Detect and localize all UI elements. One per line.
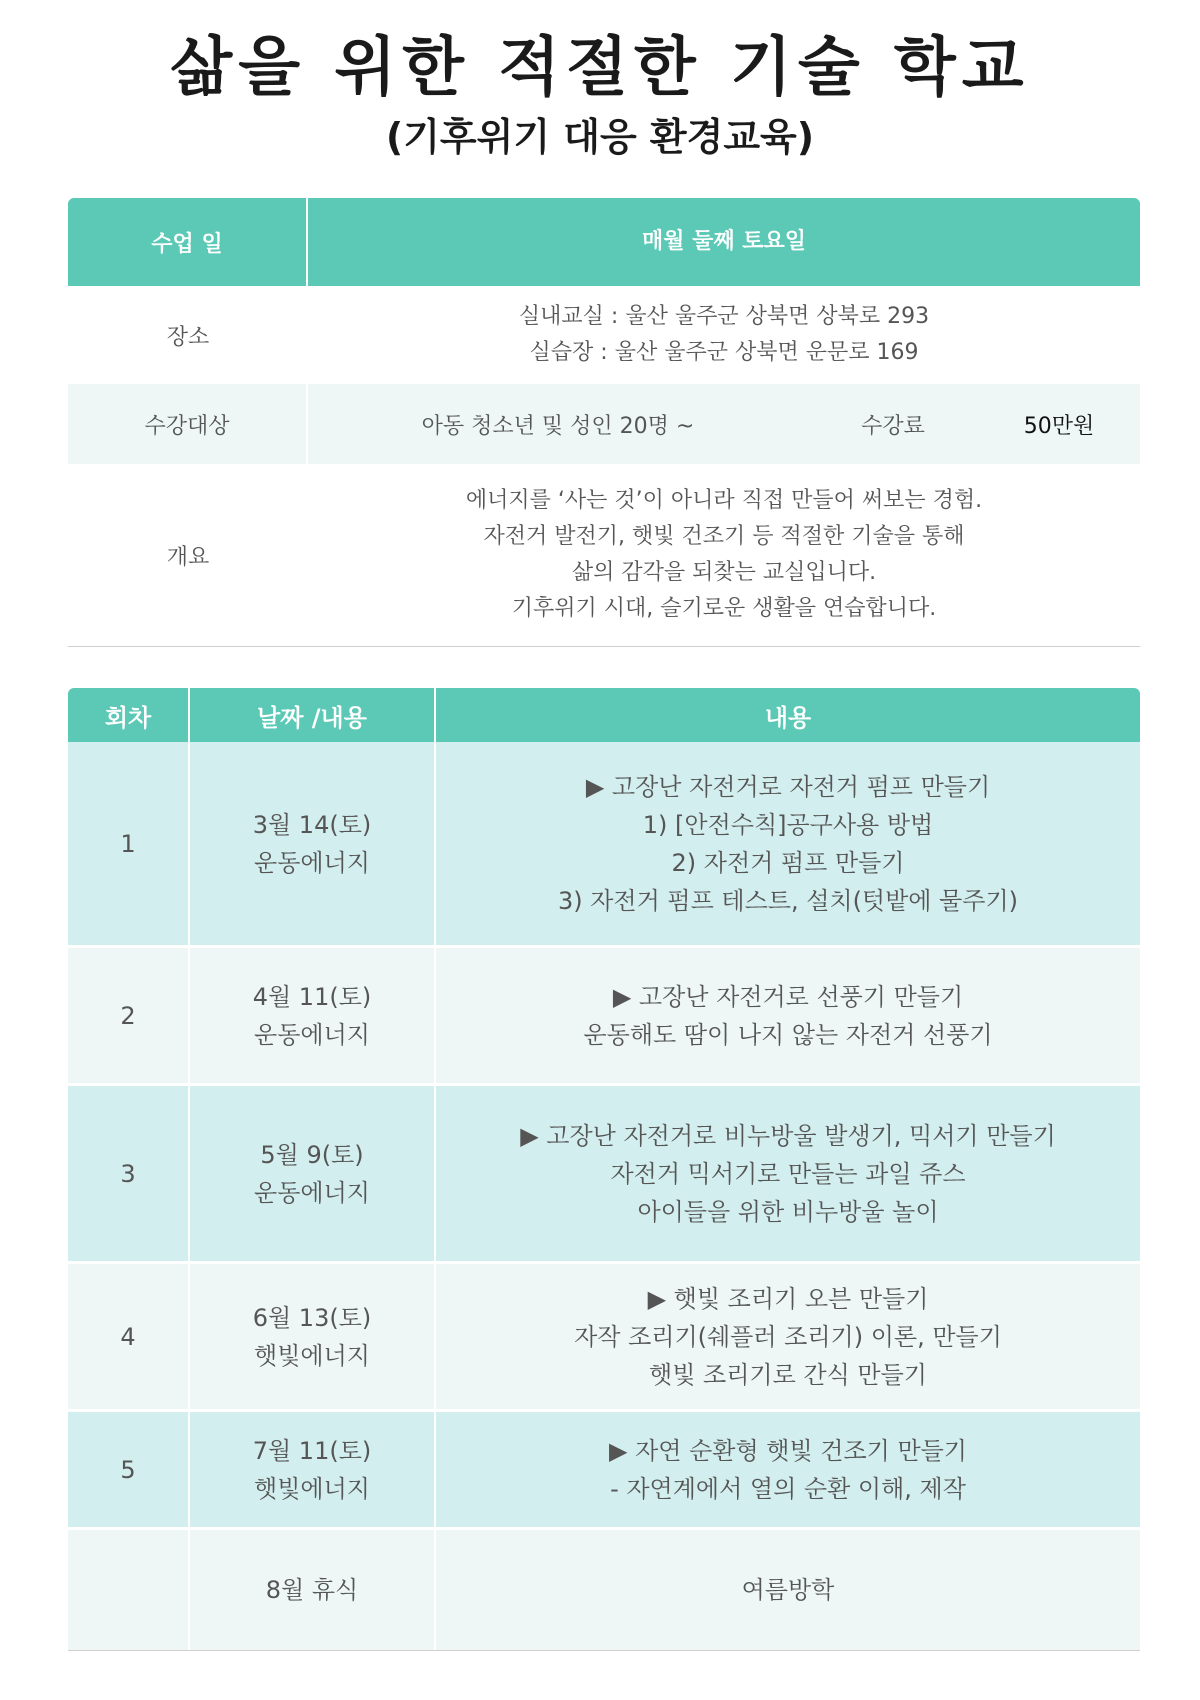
session-content: [436, 1530, 1140, 1650]
info-row-class-day: [68, 198, 1140, 286]
table-row: [68, 1083, 1140, 1261]
session-content: [436, 1412, 1140, 1527]
content-line: 아이들을 위한 비누방울 놀이: [637, 1197, 939, 1226]
target-label: 수강대상: [68, 384, 308, 464]
overview-label: 개요: [166, 544, 210, 570]
page-subtitle: (기후위기 대응 환경교육): [385, 115, 815, 159]
content-line: 3) 자전거 펌프 테스트, 설치(텃밭에 물주기): [557, 886, 1019, 915]
content-line: ▶ 자연 순환형 햇빛 건조기 만들기: [609, 1436, 967, 1465]
content-line: ▶ 고장난 자전거로 자전거 펌프 만들기: [585, 772, 991, 801]
session-content: [436, 948, 1140, 1083]
session-date: [190, 742, 436, 945]
content-line: 2) 자전거 펌프 만들기: [671, 848, 905, 877]
session-date: [190, 948, 436, 1083]
overview-line: 자전거 발전기, 햇빛 건조기 등 적절한 기술을 통해: [483, 524, 965, 549]
table-row: [68, 945, 1140, 1083]
session-number: 5: [68, 1412, 190, 1527]
date-text: 4월 11(토): [252, 982, 372, 1011]
session-date: [190, 1086, 436, 1261]
schedule-header-row: [68, 688, 1140, 742]
target-value: 아동 청소년 및 성인 20명 ~: [421, 413, 695, 439]
session-content: [436, 742, 1140, 945]
page-title: 삶을 위한 적절한 기술 학교: [170, 31, 1030, 105]
content-line: 햇빛 조리기로 간식 만들기: [649, 1360, 927, 1389]
header-date: 날짜 /내용: [190, 688, 436, 742]
session-content: [436, 1086, 1140, 1261]
fee-value: 50만원: [1023, 413, 1095, 439]
place-label: 장소: [166, 324, 210, 350]
schedule-table: [68, 688, 1140, 1651]
content-line: 여름방학: [741, 1576, 835, 1604]
energy-text: 햇빛에너지: [254, 1341, 370, 1370]
content-line: - 자연계에서 열의 순환 이해, 제작: [610, 1474, 966, 1503]
session-date: [190, 1264, 436, 1409]
info-row-place: [68, 286, 1140, 384]
info-row-target: [68, 384, 1140, 464]
content-line: ▶ 햇빛 조리기 오븐 만들기: [647, 1284, 929, 1313]
table-row: [68, 742, 1140, 945]
content-line: 자작 조리기(쉐플러 조리기) 이론, 만들기: [574, 1322, 1002, 1351]
session-number: 2: [68, 948, 190, 1083]
energy-text: 운동에너지: [254, 848, 370, 877]
session-number: 3: [68, 1086, 190, 1261]
header-content: 내용: [764, 703, 812, 732]
date-text: 8월 휴식: [265, 1576, 359, 1604]
session-date: [190, 1530, 436, 1650]
session-number: 1: [68, 742, 190, 945]
table-row: [68, 1527, 1140, 1651]
energy-text: 운동에너지: [254, 1020, 370, 1049]
content-line: ▶ 고장난 자전거로 비누방울 발생기, 믹서기 만들기: [520, 1121, 1056, 1150]
content-line: ▶ 고장난 자전거로 선풍기 만들기: [612, 982, 964, 1011]
overview-value: [308, 464, 1140, 646]
info-table: [68, 198, 1140, 647]
date-text: 7월 11(토): [252, 1436, 372, 1465]
info-row-overview: [68, 464, 1140, 647]
content-line: 1) [안전수칙]공구사용 방법: [642, 810, 934, 839]
overview-line: 삶의 감각을 되찾는 교실입니다.: [571, 560, 877, 585]
session-date: [190, 1412, 436, 1527]
place-line: 실습장 : 울산 울주군 상북면 운문로 169: [529, 340, 919, 365]
fee-label: 수강료: [861, 413, 925, 439]
table-row: [68, 1261, 1140, 1409]
overview-line: 기후위기 시대, 슬기로운 생활을 연습합니다.: [511, 596, 937, 621]
session-number: [68, 1530, 190, 1650]
class-day-value: 매월 둘째 토요일: [641, 229, 807, 254]
date-text: 6월 13(토): [252, 1303, 372, 1332]
class-day-label: 수업 일: [68, 198, 308, 286]
table-row: [68, 1409, 1140, 1527]
date-text: 3월 14(토): [252, 810, 372, 839]
energy-text: 운동에너지: [254, 1178, 370, 1207]
energy-text: 햇빛에너지: [254, 1474, 370, 1503]
date-text: 5월 9(토): [260, 1140, 364, 1169]
content-line: 자전거 믹서기로 만들는 과일 쥬스: [610, 1159, 966, 1188]
content-line: 운동해도 땀이 나지 않는 자전거 선풍기: [583, 1020, 993, 1049]
session-content: [436, 1264, 1140, 1409]
header-session: 회차: [68, 688, 190, 742]
place-value: [308, 286, 1140, 384]
session-number: 4: [68, 1264, 190, 1409]
place-line: 실내교실 : 울산 울주군 상북면 상북로 293: [518, 304, 930, 329]
overview-line: 에너지를 ‘사는 것’이 아니라 직접 만들어 써보는 경험.: [465, 488, 983, 513]
